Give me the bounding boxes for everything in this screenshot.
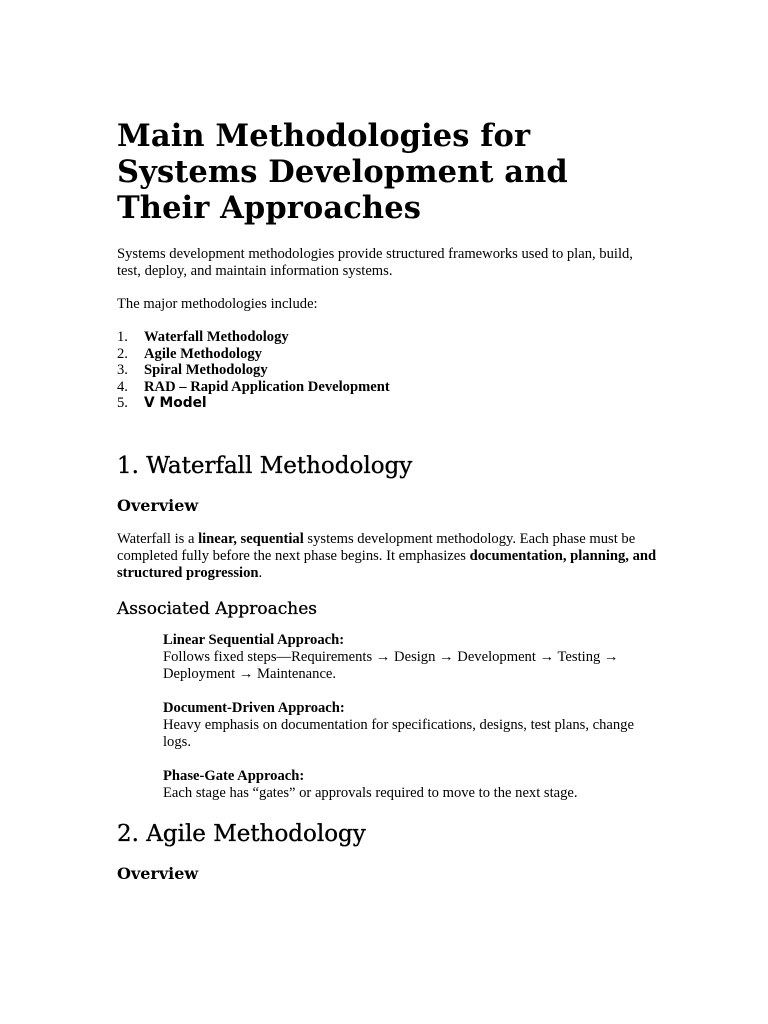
subheading-associated-approaches: Associated Approaches xyxy=(117,598,318,619)
list-item xyxy=(117,362,657,379)
overview-emphasis: documentation, planning, and structured progression xyxy=(117,547,657,581)
approach-name: Linear Sequential Approach: xyxy=(163,631,345,648)
list-item xyxy=(117,329,657,346)
page-title: Main Methodologies for Systems Development and Their Approaches xyxy=(117,118,568,226)
list-item xyxy=(117,379,657,396)
approach-description: Heavy emphasis on documentation for specifications, designs, test plans, change logs. xyxy=(163,716,634,750)
list-number: 5. xyxy=(117,395,128,412)
list-item-label: Spiral Methodology xyxy=(144,362,268,379)
overview-text: Waterfall is a xyxy=(117,530,199,547)
subheading-overview: Overview xyxy=(117,863,199,883)
list-item-label: RAD – Rapid Application Development xyxy=(144,378,390,395)
subheading-overview: Overview xyxy=(117,495,199,515)
approach-name: Document-Driven Approach: xyxy=(163,699,345,716)
approach-description: Each stage has “gates” or approvals required to move to the next stage. xyxy=(163,784,578,801)
waterfall-overview-paragraph xyxy=(117,531,657,582)
methods-lead-text: The major methodologies include: xyxy=(117,296,318,312)
approach-item xyxy=(163,768,657,802)
section-heading-agile: 2. Agile Methodology xyxy=(117,820,366,847)
approach-item xyxy=(163,700,657,751)
section-heading-waterfall: 1. Waterfall Methodology xyxy=(117,452,413,479)
approach-name: Phase-Gate Approach: xyxy=(163,767,305,784)
list-number: 4. xyxy=(117,378,128,395)
methods-list xyxy=(117,329,657,412)
overview-text: . xyxy=(258,564,263,581)
list-item xyxy=(117,346,657,363)
approach-item xyxy=(163,632,657,683)
overview-text: systems development methodology. Each phase must be completed fully before the next phase begins. It emphasizes xyxy=(117,530,636,564)
list-item xyxy=(117,395,657,412)
approach-description: Follows fixed steps—Requirements → Design → Development → Testing → Deployment → Maintenance. xyxy=(163,648,619,682)
list-item-label: Waterfall Methodology xyxy=(144,329,289,345)
list-item-label: V Model xyxy=(144,395,207,412)
document-page xyxy=(117,118,657,884)
list-number: 1. xyxy=(117,329,128,345)
list-number: 3. xyxy=(117,362,128,379)
list-item-label: Agile Methodology xyxy=(144,345,262,362)
overview-emphasis: linear, sequential xyxy=(198,530,304,547)
list-number: 2. xyxy=(117,345,128,362)
intro-paragraph: Systems development methodologies provide structured frameworks used to plan, build, test, deploy, and maintain information systems. xyxy=(117,246,633,279)
